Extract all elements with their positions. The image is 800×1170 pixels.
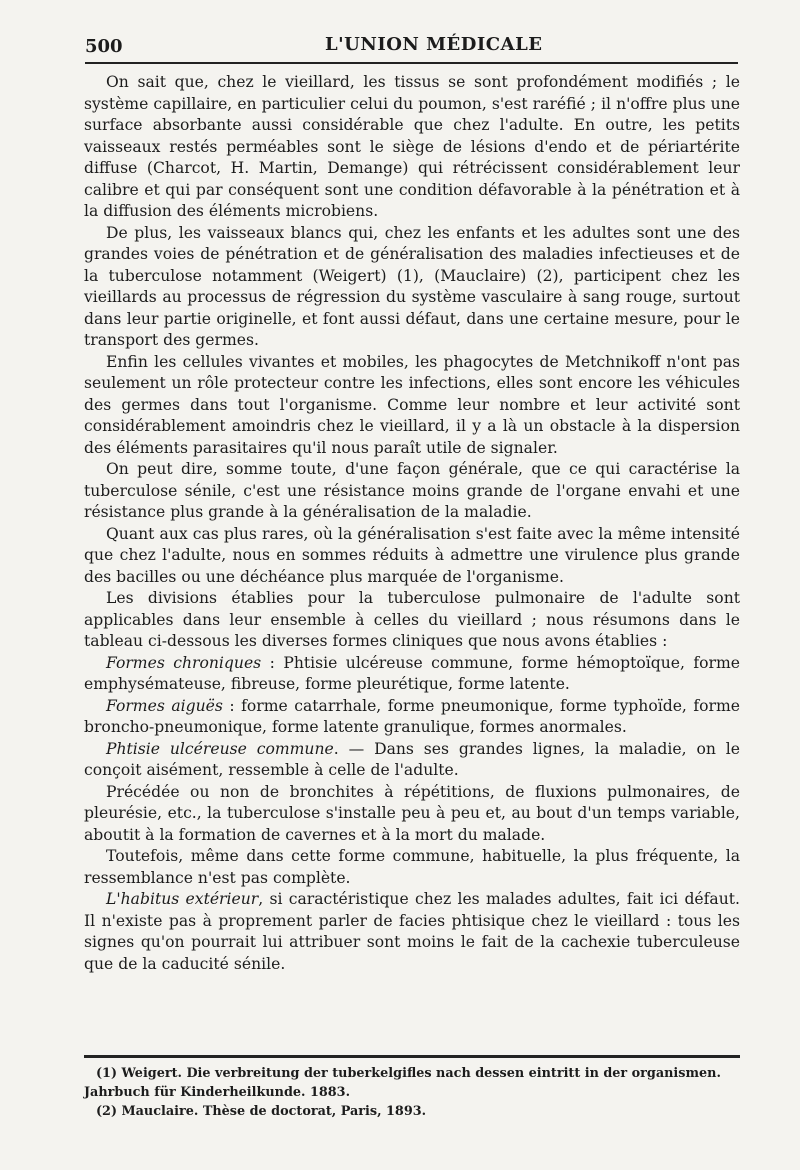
running-title: L'UNION MÉDICALE [325, 34, 543, 55]
footnote: (1) Weigert. Die verbreitung der tuberkelgifles nach dessen eintritt in der organismen. Jahrbuch für Kinderheilkunde. 1883. [84, 1066, 721, 1100]
paragraph: De plus, les vaisseaux blancs qui, chez les enfants et les adultes sont une des grandes voies de pénétration et de généralisation des maladies infectieuses et de la tuberculose notamment (Weigert) (1), (Mauclaire) (2), participent chez les vieillards au processus de régression du système vasculaire à sang rouge, surtout dans leur partie originelle, et font aussi défaut, dans une certaine mesure, pour le transport des germes. [84, 223, 740, 349]
header-rule [85, 62, 738, 64]
habitus-label: L'habitus extérieur [106, 890, 259, 908]
paragraph: Quant aux cas plus rares, où la généralisation s'est faite avec la même intensité que chez l'adulte, nous en sommes réduits à admettre une virulence plus grande des bacilles ou une déchéance plus marquée de l'organisme. [84, 524, 740, 586]
phtisie-section [84, 739, 740, 782]
paragraph: Précédée ou non de bronchites à répétitions, de fluxions pulmonaires, de pleurésie, etc., la tuberculose s'installe peu à peu et, au bout d'un temps variable, aboutit à la formation de cavernes et à la mort du malade. [84, 782, 740, 844]
forms-chroniques-label: Formes chroniques [106, 653, 262, 672]
phtisie-text: . — Dans ses grandes lignes, la maladie, on le conçoit aisément, ressemble à celle de l'adulte. [84, 739, 740, 779]
phtisie-label: Phtisie ulcéreuse commune [106, 739, 334, 758]
footnote: (2) Mauclaire. Thèse de doctorat, Paris, 1893. [96, 1104, 427, 1119]
forms-aigues-label: Formes aiguës [106, 696, 223, 715]
paragraph: Enfin les cellules vivantes et mobiles, les phagocytes de Metchnikoff n'ont pas seulement un rôle protecteur contre les infections, elles sont encore les véhicules des germes dans tout l'organisme. Comme leur nombre et leur activité sont considérablement amoindris chez le vieillard, il y a là un obstacle à la dispersion des éléments parasitaires qu'il nous paraît utile de signaler. [84, 352, 740, 457]
paragraph: On peut dire, somme toute, d'une façon générale, que ce qui caractérise la tuberculose sénile, c'est une résistance moins grande de l'organe envahi et une résistance plus grande à la généralisation de la maladie. [84, 460, 740, 521]
habitus-section [84, 889, 740, 975]
footnotes [84, 1064, 740, 1121]
habitus-text: , si caractéristique chez les malades adultes, fait ici défaut. Il n'existe pas à proprement parler de facies phtisique chez le vieillard : tous les signes qu'on pourrait lui attribuer sont moins le fait de la cachexie tuberculeuse que de la caducité sénile. [84, 890, 740, 973]
forms-aigues-text: : forme catarrhale, forme pneumonique, forme typhoïde, forme broncho-pneumonique, forme latente granulique, formes anormales. [84, 696, 741, 736]
forms-chroniques [84, 653, 740, 696]
paragraph: Toutefois, même dans cette forme commune, habituelle, la plus fréquente, la ressemblance n'est pas complète. [84, 847, 740, 887]
forms-chroniques-text: : Phtisie ulcéreuse commune, forme hémoptoïque, forme emphysémateuse, fibreuse, forme pleurétique, forme latente. [84, 653, 740, 693]
page-header [85, 30, 738, 62]
footnote-rule [84, 1055, 740, 1058]
paragraph: On sait que, chez le vieillard, les tissus se sont profondément modifiés ; le système capillaire, en particulier celui du poumon, s'est raréfié ; il n'offre plus une surface absorbante aussi considérable que chez l'adulte. En outre, les petits vaisseaux restés perméables sont le siège de lésions d'endo et de périartérite diffuse (Charcot, H. Martin, Demange) qui rétrécissent considérablement leur calibre et qui par conséquent sont une condition défavorable à la pénétration et à la diffusion des éléments microbiens. [84, 73, 740, 220]
page-number: 500 [85, 36, 123, 57]
body-text [84, 72, 740, 975]
forms-aigues [84, 696, 740, 739]
paragraph: Les divisions établies pour la tuberculose pulmonaire de l'adulte sont applicables dans leur ensemble à celles du vieillard ; nous résumons dans le tableau ci-dessous les diverses formes cliniques que nous avons établies : [84, 589, 740, 650]
